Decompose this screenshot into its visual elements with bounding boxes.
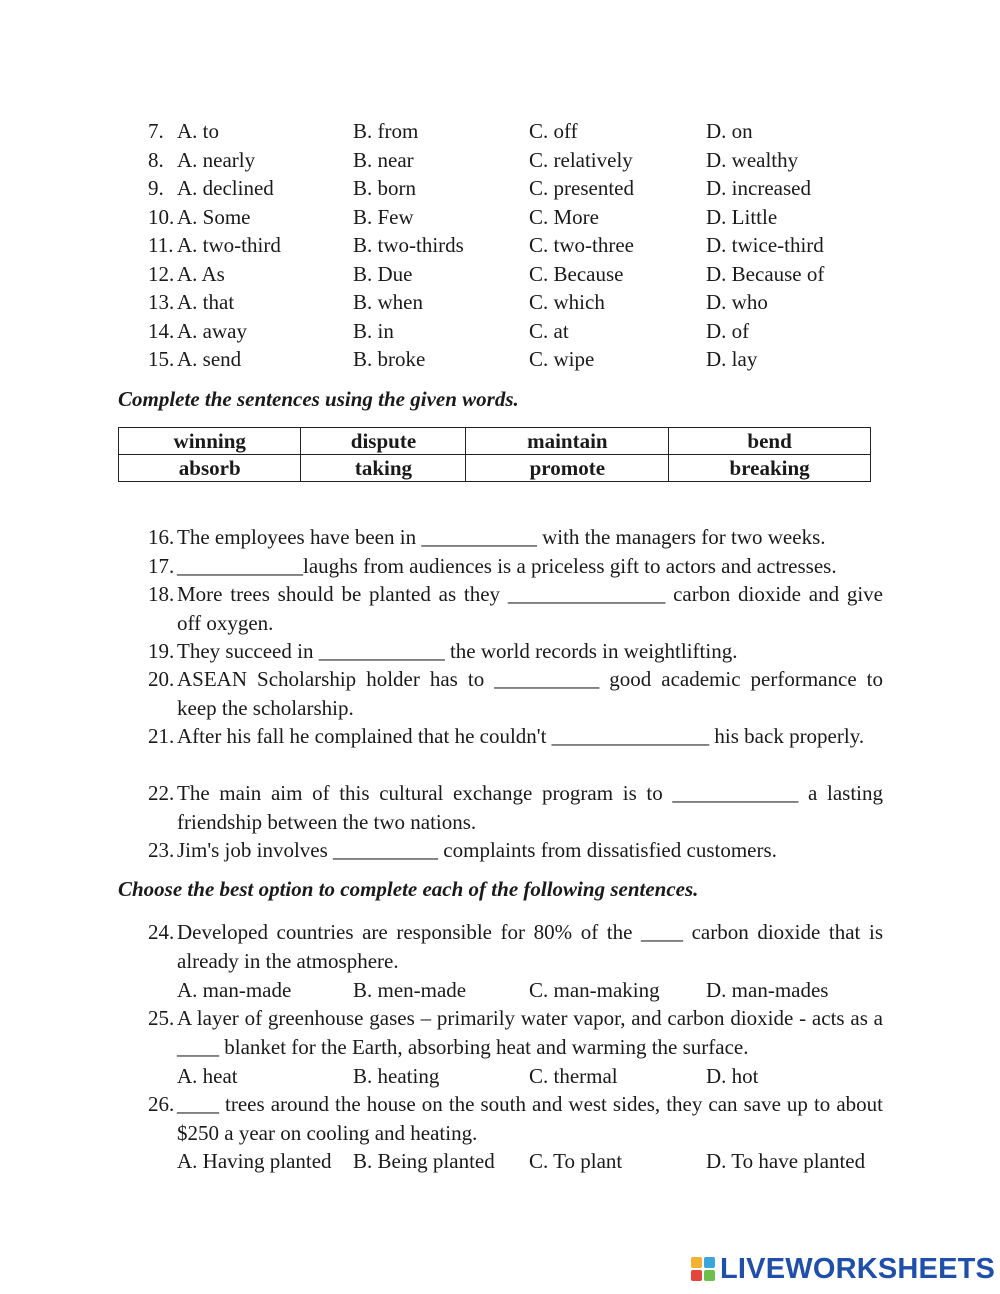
answer-options-25	[0, 1062, 1000, 1090]
option-c[interactable]: C. which	[529, 290, 605, 314]
mc-question-row	[0, 260, 1000, 288]
question-text: Jim's job involves __________ complaints from dissatisfied customers.	[177, 838, 777, 862]
word-cell: absorb	[119, 455, 301, 482]
word-cell: dispute	[301, 428, 466, 455]
option-b[interactable]: B. Few	[353, 204, 414, 229]
question-20	[148, 665, 883, 722]
option-b[interactable]: B. in	[353, 318, 394, 343]
answer-options-24	[0, 976, 1000, 1004]
question-text: After his fall he complained that he couldn't _______________ his back properly.	[177, 724, 865, 748]
option-c[interactable]: C. at	[529, 318, 569, 343]
option-b[interactable]: B. men-made	[353, 978, 467, 1002]
question-26	[148, 1090, 883, 1147]
word-box-row	[119, 428, 871, 455]
question-number: 22.	[148, 781, 175, 805]
mc-question-row	[0, 288, 1000, 316]
option-d[interactable]: D. who	[706, 290, 768, 314]
option-d[interactable]: D. To have planted	[706, 1149, 866, 1173]
question-text: The main aim of this cultural exchange program is to ____________ a lasting friendship between the two nations.	[177, 781, 883, 834]
word-cell: bend	[669, 428, 871, 455]
option-a[interactable]: A. As	[177, 261, 225, 286]
question-21	[148, 722, 883, 751]
section-heading-choose: Choose the best option to complete each of the following sentences.	[118, 877, 699, 901]
option-b[interactable]: B. when	[353, 290, 423, 314]
question-number: 20.	[148, 667, 175, 691]
option-a[interactable]: A. nearly	[177, 147, 256, 172]
mc-question-row	[0, 231, 1000, 259]
question-number: 24.	[148, 920, 175, 944]
question-text: Developed countries are responsible for 80% of the ____ carbon dioxide that is already in the atmosphere.	[177, 920, 883, 973]
question-text: ____ trees around the house on the south and west sides, they can save up to about $250 a year on cooling and heating.	[177, 1092, 883, 1145]
option-a[interactable]: A. man-made	[177, 978, 292, 1002]
option-c[interactable]: C. presented	[529, 176, 634, 200]
question-text: More trees should be planted as they _______________ carbon dioxide and give off oxygen.	[177, 582, 883, 635]
question-number: 7.	[148, 119, 164, 143]
option-b[interactable]: B. from	[353, 119, 419, 143]
section-heading-complete: Complete the sentences using the given words.	[118, 387, 519, 411]
question-18	[148, 580, 883, 637]
word-cell: taking	[301, 455, 466, 482]
option-b[interactable]: B. near	[353, 147, 414, 172]
mc-question-row	[0, 117, 1000, 145]
question-number: 14.	[148, 318, 175, 343]
question-number: 26.	[148, 1092, 175, 1116]
question-number: 19.	[148, 639, 175, 663]
option-d[interactable]: D. of	[706, 318, 750, 343]
question-number: 23.	[148, 838, 175, 862]
option-c[interactable]: C. thermal	[529, 1064, 618, 1088]
question-number: 25.	[148, 1006, 175, 1030]
question-number: 17.	[148, 554, 175, 578]
option-a[interactable]: A. Having planted	[177, 1149, 332, 1173]
option-a[interactable]: A. heat	[177, 1064, 238, 1088]
option-d[interactable]: D. on	[706, 119, 753, 143]
mc-question-row	[0, 174, 1000, 202]
liveworksheets-logo[interactable]	[690, 1252, 995, 1286]
question-number: 10.	[148, 204, 175, 229]
option-c[interactable]: C. man-making	[529, 978, 660, 1002]
option-b[interactable]: B. broke	[353, 347, 426, 371]
question-24	[148, 918, 883, 975]
option-d[interactable]: D. Little	[706, 204, 778, 229]
question-number: 21.	[148, 724, 175, 748]
liveworksheets-logo-icon	[690, 1256, 716, 1282]
option-a[interactable]: A. send	[177, 347, 242, 371]
option-a[interactable]: A. that	[177, 290, 235, 314]
brand-name: LIVEWORKSHEETS	[720, 1252, 996, 1285]
question-number: 13.	[148, 290, 175, 314]
word-box	[118, 427, 871, 482]
answer-options-26	[0, 1147, 1000, 1175]
option-d[interactable]: D. twice-third	[706, 233, 824, 257]
question-text: ASEAN Scholarship holder has to __________ good academic performance to keep the scholarship.	[177, 667, 883, 720]
option-d[interactable]: D. hot	[706, 1064, 759, 1088]
question-19	[148, 637, 883, 666]
word-box-row	[119, 455, 871, 482]
option-a[interactable]: A. two-third	[177, 233, 281, 257]
question-23	[148, 836, 883, 865]
question-number: 9.	[148, 176, 164, 200]
mc-question-row	[0, 203, 1000, 231]
question-number: 11.	[148, 233, 174, 257]
question-text: They succeed in ____________ the world records in weightlifting.	[177, 639, 738, 663]
question-number: 8.	[148, 147, 164, 172]
question-16	[148, 523, 883, 552]
option-a[interactable]: A. declined	[177, 176, 274, 200]
question-number: 12.	[148, 261, 175, 286]
question-number: 18.	[148, 582, 175, 606]
option-d[interactable]: D. Because of	[706, 261, 825, 286]
question-22	[148, 779, 883, 836]
option-c[interactable]: C. wipe	[529, 347, 595, 371]
mc-question-row	[0, 146, 1000, 174]
option-d[interactable]: D. man-mades	[706, 978, 829, 1002]
option-a[interactable]: A. to	[177, 119, 219, 143]
word-cell: promote	[466, 455, 669, 482]
mc-question-row	[0, 317, 1000, 345]
option-b[interactable]: B. heating	[353, 1064, 440, 1088]
option-c[interactable]: C. Because	[529, 261, 624, 286]
question-17	[148, 552, 883, 581]
option-d[interactable]: D. wealthy	[706, 147, 799, 172]
mc-question-row	[0, 345, 1000, 373]
question-text: ____________laughs from audiences is a priceless gift to actors and actresses.	[177, 554, 837, 578]
option-c[interactable]: C. two-three	[529, 233, 634, 257]
option-a[interactable]: A. Some	[177, 204, 251, 229]
question-number: 16.	[148, 525, 175, 549]
option-b[interactable]: B. born	[353, 176, 416, 200]
question-text: A layer of greenhouse gases – primarily water vapor, and carbon dioxide - acts as a ____ blanket for the Earth, absorbing heat and warming the surface.	[177, 1006, 883, 1059]
option-d[interactable]: D. lay	[706, 347, 758, 371]
option-c[interactable]: C. To plant	[529, 1149, 623, 1173]
question-number: 15.	[148, 347, 175, 371]
option-b[interactable]: B. two-thirds	[353, 233, 464, 257]
word-cell: maintain	[466, 428, 669, 455]
word-cell: winning	[119, 428, 301, 455]
question-25	[148, 1004, 883, 1061]
option-c[interactable]: C. More	[529, 204, 599, 229]
word-cell: breaking	[669, 455, 871, 482]
option-c[interactable]: C. relatively	[529, 147, 633, 172]
option-b[interactable]: B. Due	[353, 261, 413, 286]
question-text: The employees have been in ___________ with the managers for two weeks.	[177, 525, 826, 549]
option-b[interactable]: B. Being planted	[353, 1149, 495, 1173]
option-d[interactable]: D. increased	[706, 176, 811, 200]
option-a[interactable]: A. away	[177, 318, 247, 343]
option-c[interactable]: C. off	[529, 119, 578, 143]
